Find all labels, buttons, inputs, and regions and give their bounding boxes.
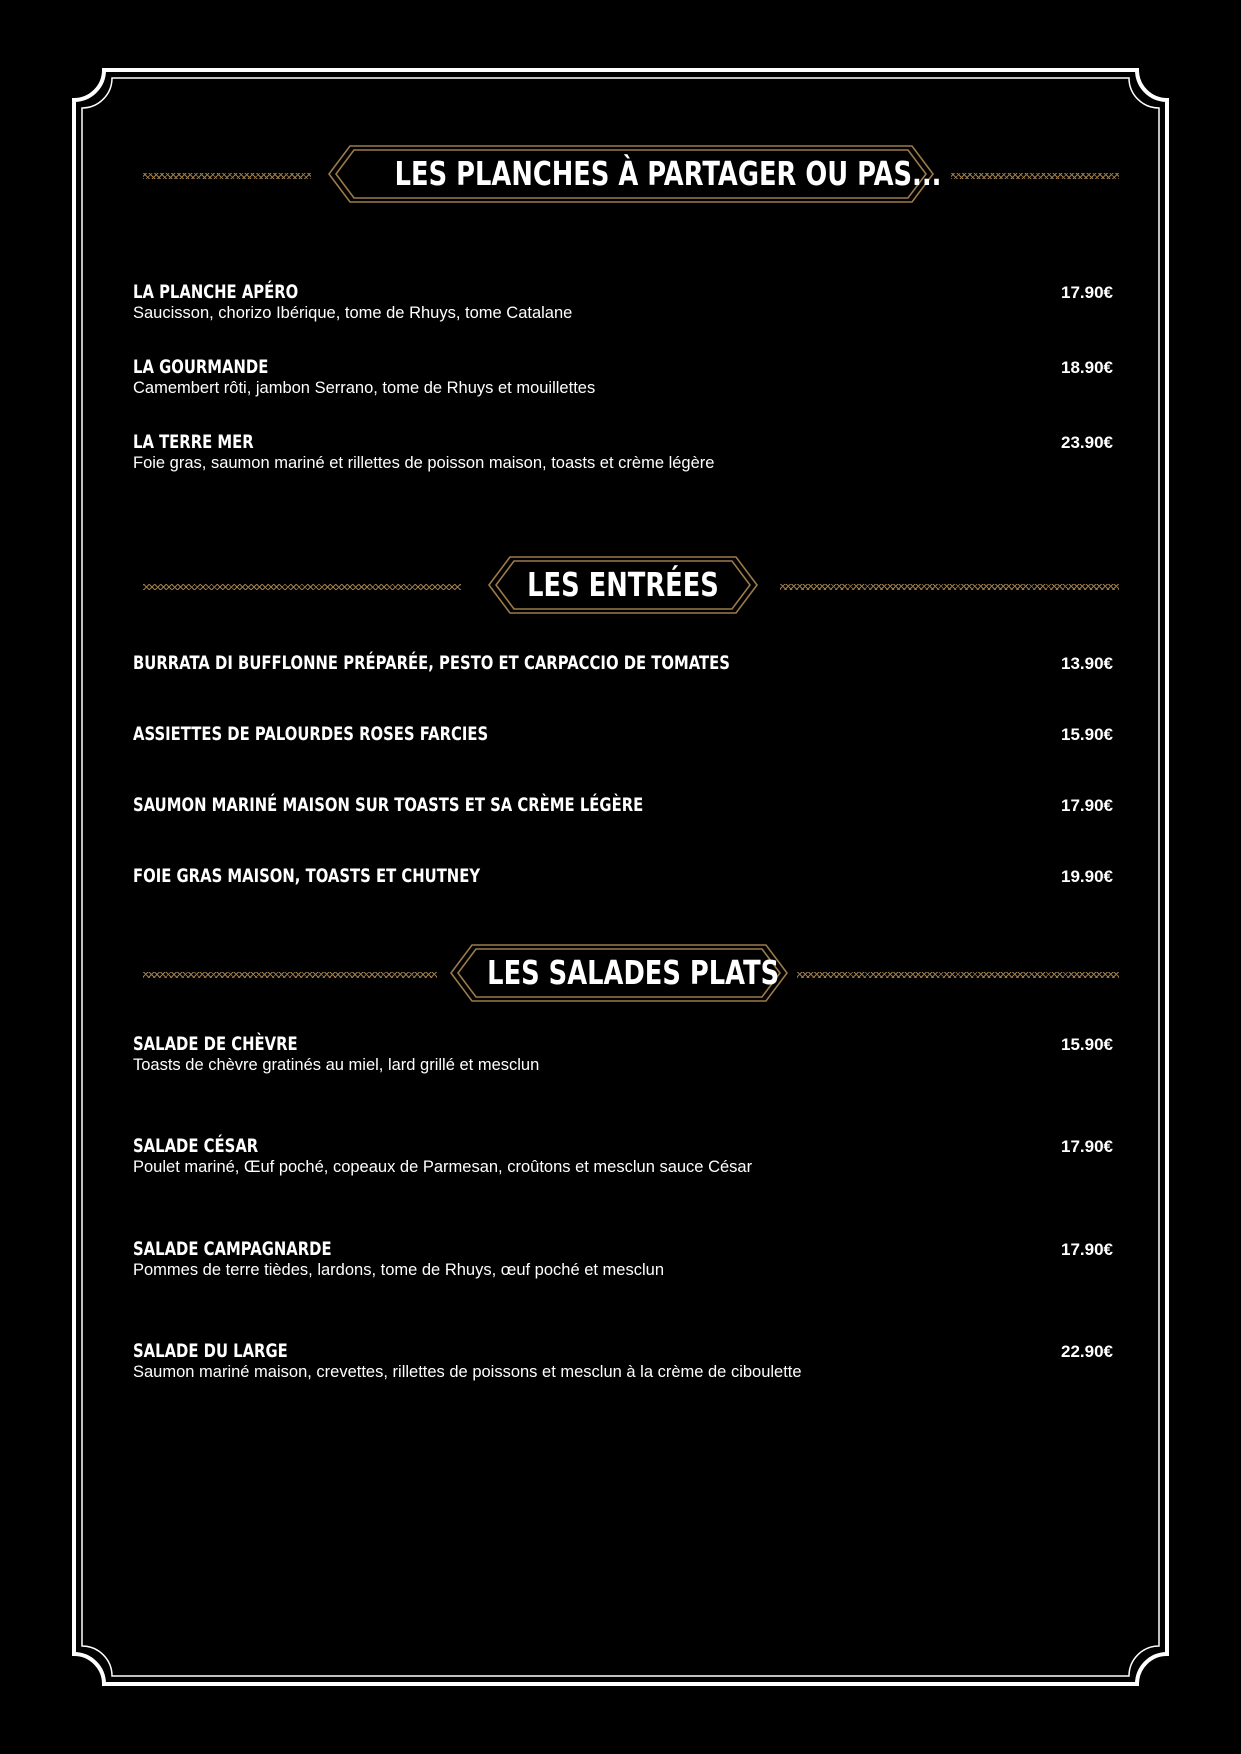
item-description: Pommes de terre tièdes, lardons, tome de Rhuys, œuf poché et mesclun (133, 1261, 664, 1279)
item-price: 17.90€ (1061, 1240, 1113, 1259)
item-name: LA TERRE MER (133, 431, 254, 453)
item-name: SALADE CAMPAGNARDE (133, 1238, 332, 1260)
item-price: 15.90€ (1061, 725, 1113, 744)
ornament-line-right (951, 173, 1119, 179)
menu-item (133, 865, 1113, 887)
item-description: Poulet mariné, Œuf poché, copeaux de Parmesan, croûtons et mesclun sauce César (133, 1158, 753, 1176)
menu-item (133, 1135, 1113, 1177)
item-name: SALADE CÉSAR (133, 1135, 259, 1157)
section-title: LES ENTRÉES (527, 565, 719, 604)
menu-item (133, 1340, 1113, 1382)
item-name: SAUMON MARINÉ MAISON SUR TOASTS ET SA CRÈME LÉGÈRE (133, 794, 644, 816)
menu-item (133, 431, 1113, 473)
item-price: 17.90€ (1061, 796, 1113, 815)
item-name: LA GOURMANDE (133, 356, 269, 378)
item-name: ASSIETTES DE PALOURDES ROSES FARCIES (133, 723, 489, 745)
menu-item (133, 281, 1113, 323)
item-description: Saucisson, chorizo Ibérique, tome de Rhuys, tome Catalane (133, 304, 573, 322)
ornament-line-right (797, 972, 1119, 978)
item-price: 18.90€ (1061, 358, 1113, 377)
item-price: 15.90€ (1061, 1035, 1113, 1054)
item-price: 23.90€ (1061, 433, 1113, 452)
section-header-planches (0, 145, 1241, 207)
item-price: 17.90€ (1061, 1137, 1113, 1156)
item-description: Camembert rôti, jambon Serrano, tome de Rhuys et mouillettes (133, 379, 596, 397)
item-price: 19.90€ (1061, 867, 1113, 886)
section-header-salades (0, 944, 1241, 1006)
ornament-line-left (143, 972, 437, 978)
section-header-entrees (0, 556, 1241, 618)
menu-item (133, 356, 1113, 398)
item-name: SALADE DU LARGE (133, 1340, 288, 1362)
item-price: 13.90€ (1061, 654, 1113, 673)
ornament-line-left (143, 584, 461, 590)
item-description: Toasts de chèvre gratinés au miel, lard grillé et mesclun (133, 1056, 540, 1074)
section-banner (450, 944, 788, 1002)
menu-item (133, 723, 1113, 745)
section-title: LES PLANCHES À PARTAGER OU PAS... (394, 154, 942, 193)
section-banner (488, 556, 758, 614)
ornament-line-left (143, 173, 311, 179)
item-price: 17.90€ (1061, 283, 1113, 302)
section-banner (328, 145, 942, 203)
item-name: LA PLANCHE APÉRO (133, 281, 299, 303)
menu-item (133, 1033, 1113, 1075)
item-name: SALADE DE CHÈVRE (133, 1033, 298, 1055)
ornament-line-right (780, 584, 1119, 590)
item-name: FOIE GRAS MAISON, TOASTS ET CHUTNEY (133, 865, 481, 887)
item-description: Saumon mariné maison, crevettes, rillettes de poissons et mesclun à la crème de ciboulette (133, 1363, 802, 1381)
menu-item (133, 794, 1113, 816)
section-title: LES SALADES PLATS (487, 953, 780, 992)
item-description: Foie gras, saumon mariné et rillettes de poisson maison, toasts et crème légère (133, 454, 715, 472)
menu-item (133, 652, 1113, 674)
item-price: 22.90€ (1061, 1342, 1113, 1361)
item-name: BURRATA DI BUFFLONNE PRÉPARÉE, PESTO ET CARPACCIO DE TOMATES (133, 652, 730, 674)
menu-item (133, 1238, 1113, 1280)
